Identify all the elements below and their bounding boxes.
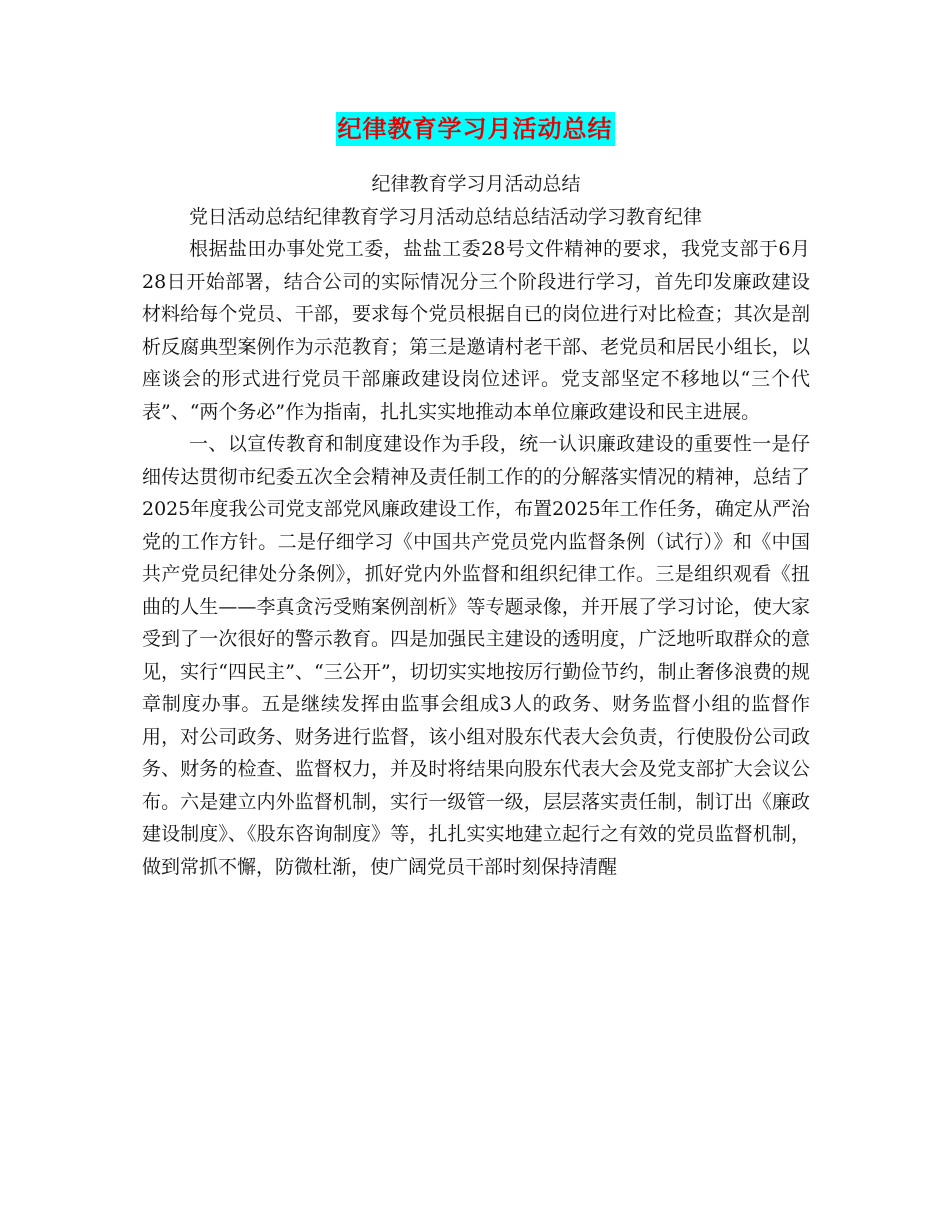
document-keywords: 党日活动总结纪律教育学习月活动总结总结活动学习教育纪律 [189, 205, 703, 228]
document-body [142, 168, 810, 883]
title-area [0, 112, 950, 146]
paragraph-2: 一、以宣传教育和制度建设作为手段，统一认识廉政建设的重要性一是仔细传达贯彻市纪委五次全会精神及责任制工作的的分解落实情况的精神，总结了2025年度我公司党支部党风廉政建设工作，布置2025年工作任务，确定从严治党的工作方针。二是仔细学习《中国共产党员党内监督条例（试行）》和《中国共产党员纪律处分条例》，抓好党内外监督和组织纪律工作。三是组织观看《扭曲的人生——李真贪污受贿案例剖析》等专题录像，并开展了学习讨论，使大家受到了一次很好的警示教育。四是加强民主建设的透明度，广泛地听取群众的意见，实行“四民主”、“三公开”，切切实实地按厉行勤俭节约，制止奢侈浪费的规章制度办事。五是继续发挥由监事会组成3人的政务、财务监督小组的监督作用，对公司政务、财务进行监督，该小组对股东代表大会负责，行使股份公司政务、财务的检查、监督权力，并及时将结果向股东代表大会及党支部扩大会议公布。六是建立内外监督机制，实行一级管一级，层层落实责任制，制订出《廉政建设制度》、《股东咨询制度》等，扎扎实实地建立起行之有效的党员监督机制，做到常抓不懈，防微杜渐，使广阔党员干部时刻保持清醒 [142, 433, 810, 878]
document-title: 纪律教育学习月活动总结 [336, 112, 615, 146]
paragraph-1: 根据盐田办事处党工委，盐盐工委28号文件精神的要求，我党支部于6月28日开始部署，结合公司的实际情况分三个阶段进行学习，首先印发廉政建设材料给每个党员、干部，要求每个党员根据自已的岗位进行对比检查；其次是剖析反腐典型案例作为示范教育；第三是邀请村老干部、老党员和居民小组长，以座谈会的形式进行党员干部廉政建设岗位述评。党支部坚定不移地以“三个代表”、“两个务必”作为指南，扎扎实实地推动本单位廉政建设和民主进展。 [142, 238, 810, 423]
document-subtitle: 纪律教育学习月活动总结 [371, 173, 581, 195]
